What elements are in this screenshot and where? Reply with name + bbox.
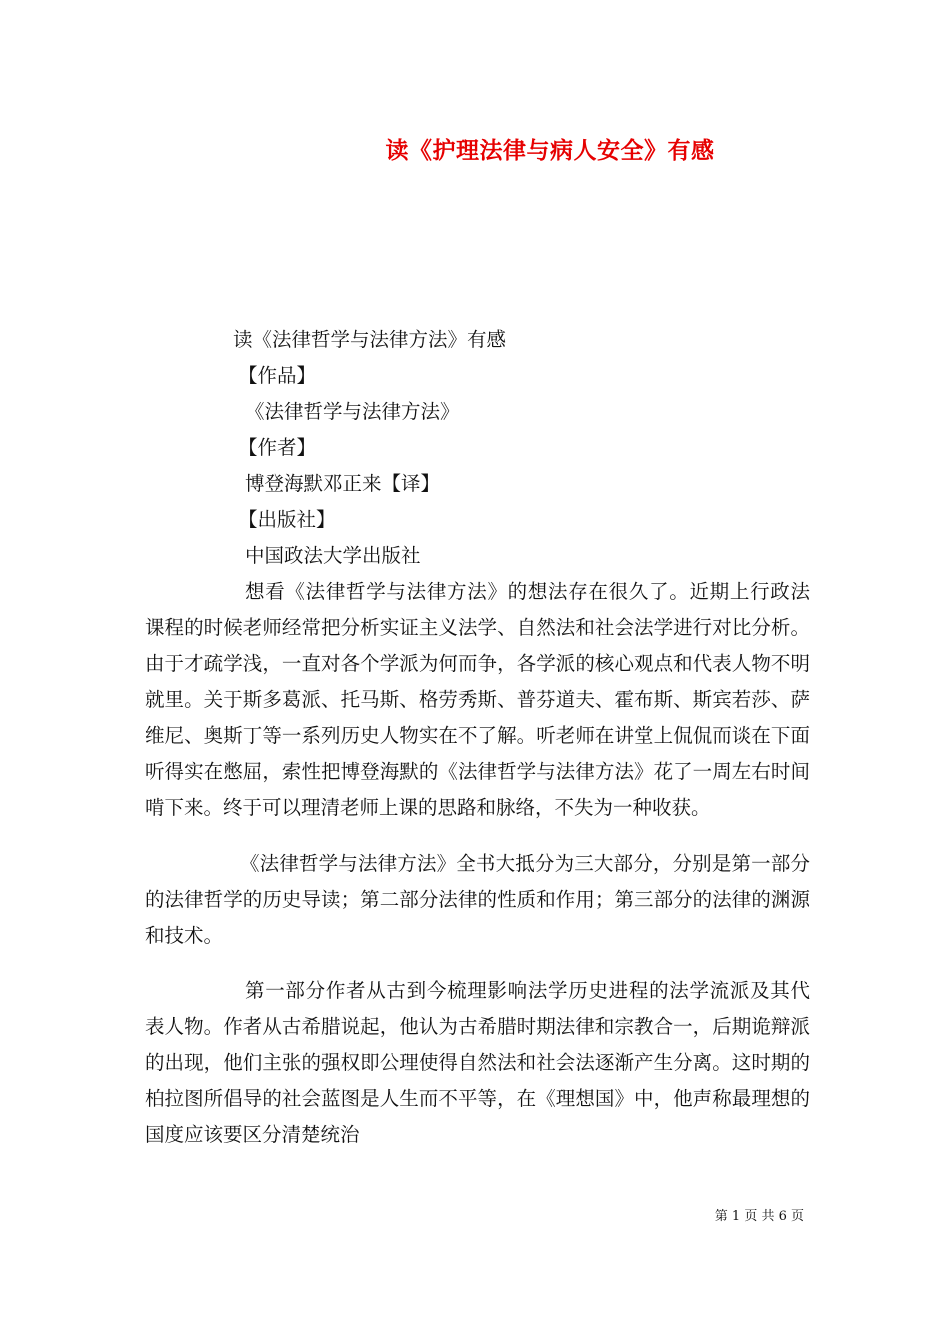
paragraph-2: 《法律哲学与法律方法》全书大抵分为三大部分，分别是第一部分的法律哲学的历史导读；第二部分法律的性质和作用；第三部分的法律的渊源和技术。 — [145, 851, 810, 947]
publisher-name: 中国政法大学出版社 — [245, 544, 421, 567]
label-work: 【作品】 — [238, 364, 317, 387]
page-footer: 第 1 页 共 6 页 — [714, 1209, 804, 1224]
body-heading: 读《法律哲学与法律方法》有感 — [233, 328, 507, 351]
document-title: 读《护理法律与病人安全》有感 — [385, 138, 715, 164]
label-publisher: 【出版社】 — [238, 508, 336, 531]
label-author: 【作者】 — [238, 436, 317, 459]
document-body — [145, 322, 810, 1173]
author-name: 博登海默邓正来【译】 — [245, 472, 441, 495]
paragraph-3: 第一部分作者从古到今梳理影响法学历史进程的法学流派及其代表人物。作者从古希腊说起，他认为古希腊时期法律和宗教合一，后期诡辩派的出现，他们主张的强权即公理使得自然法和社会法逐渐产生分离。这时期的柏拉图所倡导的社会蓝图是人生而不平等，在《理想国》中，他声称最理想的国度应该要区分清楚统治 — [145, 979, 810, 1146]
work-name: 《法律哲学与法律方法》 — [245, 400, 460, 423]
paragraph-1: 想看《法律哲学与法律方法》的想法存在很久了。近期上行政法课程的时候老师经常把分析实证主义法学、自然法和社会法学进行对比分析。由于才疏学浅，一直对各个学派为何而争，各学派的核心观点和代表人物不明就里。关于斯多葛派、托马斯、格劳秀斯、普芬道夫、霍布斯、斯宾若莎、萨维尼、奥斯丁等一系列历史人物实在不了解。听老师在讲堂上侃侃而谈在下面听得实在憋屈，索性把博登海默的《法律哲学与法律方法》花了一周左右时间啃下来。终于可以理清老师上课的思路和脉络，不失为一种收获。 — [145, 580, 810, 819]
